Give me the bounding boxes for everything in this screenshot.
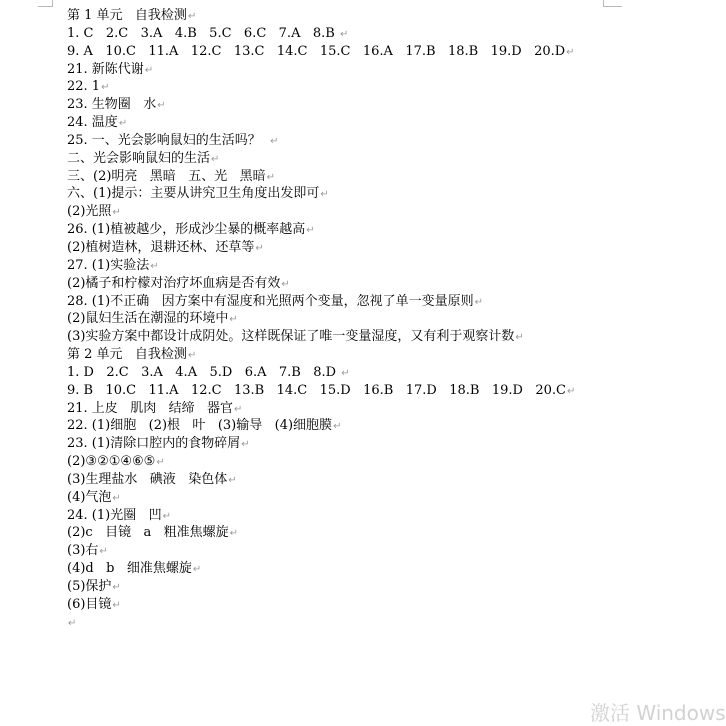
- page-corner-mark-right: [603, 0, 622, 7]
- line-text: 21. 上皮 肌肉 结缔 器官: [67, 400, 233, 416]
- paragraph-mark-icon: ↵: [150, 260, 159, 272]
- line-text: 27. (1)实验法: [67, 257, 150, 273]
- paragraph-mark-icon: ↵: [241, 439, 250, 451]
- document-line: [67, 78, 697, 96]
- paragraph-mark-icon: ↵: [192, 564, 202, 576]
- document-line: [67, 614, 697, 632]
- document-line: [67, 114, 697, 132]
- line-text: 21. 新陈代谢: [67, 61, 144, 77]
- paragraph-mark-icon: ↵: [474, 296, 484, 308]
- paragraph-mark-icon: ↵: [187, 11, 197, 22]
- document-line: [67, 203, 697, 221]
- paragraph-mark-icon: ↵: [144, 64, 154, 76]
- document-line: [67, 168, 697, 186]
- paragraph-mark-icon: ↵: [281, 278, 290, 290]
- paragraph-mark-icon: ↵: [515, 332, 524, 344]
- document-line: [67, 382, 697, 400]
- paragraph-mark-icon: ↵: [228, 474, 237, 486]
- line-text: (2)橘子和柠檬对治疗坏血病是否有效: [67, 275, 281, 291]
- activation-watermark: 激活 Windows: [590, 701, 726, 725]
- document-line: [67, 275, 697, 293]
- document-line: [67, 489, 697, 507]
- line-text: (4)气泡: [67, 489, 112, 505]
- document-line: [67, 43, 697, 61]
- document-line: [67, 132, 697, 150]
- line-text: 25. 一、光会影响鼠妇的生活吗？: [67, 132, 270, 148]
- line-text: 9. B 10.C 11.A 12.C 13.B 14.C 15.D 16.B 17.D 18.B 19.D 20.C: [67, 382, 566, 398]
- document-line: [67, 150, 697, 168]
- line-text: 第 2 单元 自我检测: [67, 347, 187, 363]
- paragraph-mark-icon: ↵: [101, 82, 110, 94]
- line-text: 三、(2)明亮 黑暗 五、光 黑暗: [67, 168, 266, 184]
- line-text: (2)③②①④⑥⑤: [67, 454, 156, 470]
- line-text: 22. (1)细胞 (2)根 叶 (3)输导 (4)细胞膜: [67, 418, 333, 434]
- line-text: 26. (1)植被越少，形成沙尘暴的概率越高: [67, 222, 306, 238]
- line-text: 二、光会影响鼠妇的生活: [67, 150, 211, 166]
- paragraph-mark-icon: ↵: [234, 403, 243, 415]
- document-line: [67, 542, 697, 560]
- line-text: 23. (1)清除口腔内的食物碎屑: [67, 436, 241, 452]
- paragraph-mark-icon: ↵: [333, 421, 342, 433]
- document-line: [67, 507, 697, 525]
- paragraph-mark-icon: ↵: [320, 189, 329, 201]
- paragraph-mark-icon: ↵: [255, 242, 264, 254]
- paragraph-mark-icon: ↵: [270, 135, 279, 147]
- line-text: 1. D 2.C 3.A 4.A 5.D 6.A 7.B 8.D: [67, 364, 341, 380]
- paragraph-mark-icon: ↵: [112, 207, 121, 219]
- document-line: [67, 310, 697, 328]
- document-line: [67, 453, 697, 471]
- page-corner-mark-left: [38, 0, 53, 7]
- paragraph-mark-icon: ↵: [112, 582, 121, 593]
- document-line: [67, 328, 697, 346]
- document-line: [67, 25, 697, 43]
- document-line: [67, 400, 697, 418]
- line-text: (3)实验方案中都设计成阴处。这样既保证了唯一变量湿度，又有利于观察计数: [67, 329, 515, 345]
- paragraph-mark-icon: ↵: [306, 225, 315, 237]
- line-text: 六、(1)提示：主要从讲究卫生角度出发即可: [67, 186, 320, 202]
- paragraph-mark-icon: ↵: [229, 314, 238, 326]
- line-text: 28. (1)不正确 因方案中有湿度和光照两个变量，忽视了单一变量原则: [67, 293, 474, 309]
- document-line: [67, 435, 697, 453]
- line-text: (2)光照: [67, 204, 112, 220]
- line-text: 24. (1)光圈 凹: [67, 507, 162, 523]
- document-line: [67, 7, 697, 25]
- paragraph-mark-icon: ↵: [112, 492, 121, 504]
- line-text: (3)右: [67, 543, 99, 559]
- document-line: [67, 221, 697, 239]
- paragraph-mark-icon: ↵: [118, 118, 128, 130]
- paragraph-mark-icon: ↵: [229, 528, 239, 540]
- line-text: (3)生理盐水 碘液 染色体: [67, 471, 228, 487]
- line-text: (2)鼠妇生活在潮湿的环境中: [67, 311, 229, 327]
- document-line: [67, 596, 697, 614]
- document-line: [67, 560, 697, 578]
- line-text: (4)d b 细准焦螺旋: [67, 561, 192, 577]
- paragraph-mark-icon: ↵: [566, 385, 576, 397]
- document-line: [67, 61, 697, 79]
- document-body: [67, 7, 697, 632]
- document-line: [67, 239, 697, 257]
- paragraph-mark-icon: ↵: [157, 100, 166, 112]
- document-line: [67, 257, 697, 275]
- paragraph-mark-icon: ↵: [341, 367, 350, 379]
- paragraph-mark-icon: ↵: [112, 599, 121, 611]
- line-text: (6)目镜: [67, 596, 112, 612]
- document-line: [67, 524, 697, 542]
- line-text: 23. 生物圈 水: [67, 97, 157, 113]
- line-text: (2)c 目镜 a 粗准焦螺旋: [67, 525, 229, 541]
- document-line: [67, 346, 697, 364]
- document-line: [67, 471, 697, 489]
- document-line: [67, 185, 697, 203]
- line-text: (2)植树造林，退耕还林、还草等: [67, 239, 255, 255]
- line-text: 22. 1: [67, 79, 101, 95]
- line-text: 24. 温度: [67, 115, 118, 131]
- line-text: (5)保护: [67, 579, 112, 594]
- paragraph-mark-icon: ↵: [339, 28, 349, 40]
- line-text: 9. A 10.C 11.A 12.C 13.C 14.C 15.C 16.A 17.B 18.B 19.D 20.D: [67, 43, 566, 59]
- document-line: [67, 364, 697, 382]
- line-text: 1. C 2.C 3.A 4.B 5.C 6.C 7.A 8.B: [67, 25, 339, 41]
- paragraph-mark-icon: ↵: [68, 617, 77, 629]
- paragraph-mark-icon: ↵: [99, 546, 108, 558]
- paragraph-mark-icon: ↵: [162, 510, 172, 522]
- document-line: [67, 578, 697, 596]
- document-line: [67, 96, 697, 114]
- line-text: 第 1 单元 自我检测: [67, 8, 187, 23]
- document-line: [67, 293, 697, 311]
- paragraph-mark-icon: ↵: [566, 46, 575, 58]
- paragraph-mark-icon: ↵: [266, 171, 275, 183]
- document-line: [67, 417, 697, 435]
- paragraph-mark-icon: ↵: [211, 153, 220, 165]
- paragraph-mark-icon: ↵: [156, 457, 165, 469]
- paragraph-mark-icon: ↵: [187, 350, 197, 362]
